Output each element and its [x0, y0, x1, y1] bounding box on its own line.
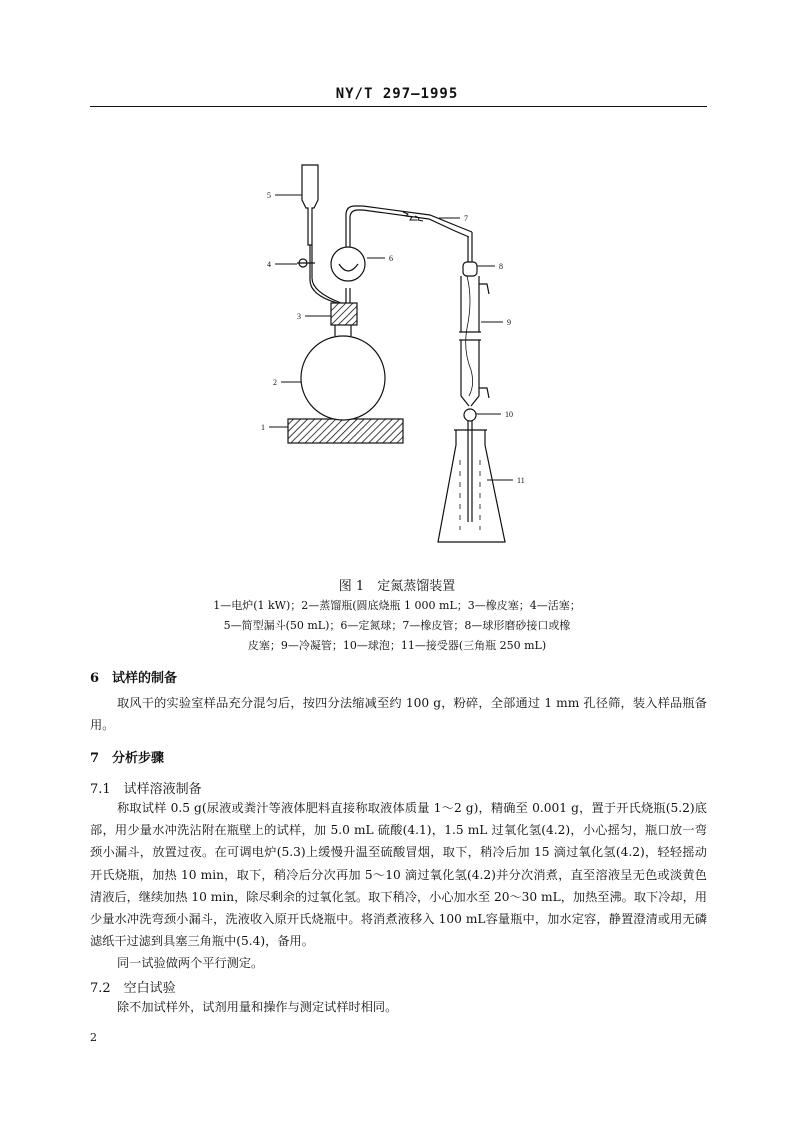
figure-label-11: 11 [517, 476, 525, 485]
header-rule [90, 106, 707, 107]
figure-label-6: 6 [389, 254, 393, 263]
section-heading: 6 试样的制备 [90, 671, 178, 686]
section-heading: 7 分析步骤 [90, 751, 165, 766]
figure-label-8: 8 [499, 262, 503, 271]
figure-label-4: 4 [267, 260, 271, 269]
paragraph: 取风干的实验室样品充分混匀后，按四分法缩减至约 100 g，粉碎，全部通过 1 mm 孔径筛，装入样品瓶备用。 [90, 696, 707, 733]
distillation-apparatus-figure [255, 160, 545, 550]
page-number: 2 [90, 1031, 97, 1044]
rubber-tube [363, 206, 472, 237]
subsection-heading: 7.1 试样溶液制备 [90, 782, 202, 797]
document-header: NY/T 297—1995 [335, 86, 459, 102]
rubber-stopper [331, 303, 357, 325]
figure-legend-line: 5—简型漏斗(50 mL)；6—定氮球；7—橡皮管；8—球形磨砂接口或橡 [223, 619, 571, 632]
figure-label-2: 2 [273, 378, 277, 387]
ball-bulb [464, 409, 476, 421]
paragraph: 同一试验做两个平行测定。 [117, 956, 264, 970]
figure-label-7: 7 [464, 214, 468, 223]
figure-legend-line: 1—电炉(1 kW)；2—蒸馏瓶(圆底烧瓶 1 000 mL；3—橡皮塞；4—活塞； [213, 599, 581, 612]
distillation-flask [301, 336, 385, 420]
paragraph: 除不加试样外，试剂用量和操作与测定试样时相同。 [117, 1000, 398, 1014]
figure-label-1: 1 [261, 423, 265, 432]
electric-furnace [288, 419, 403, 443]
figure-caption: 图 1 定氮蒸馏装置 [338, 579, 456, 594]
cylindrical-funnel [302, 165, 318, 245]
kjeldahl-bulb [331, 247, 365, 281]
paragraph: 称取试样 0.5 g(尿液或粪汁等液体肥料直接称取液体质量 1～2 g)，精确至 0.001 g，置于开氏烧瓶(5.2)底部，用少量水冲洗沾附在瓶壁上的试样，加 5.0 mL 硫酸(4.1)，1.5 mL 过氧化氢(4.2)，小心摇匀，瓶口放一弯颈小漏斗，放置过夜。在可调电炉(5.3)上缓慢升温至硫酸冒烟，取下，稍冷后加 15 滴过氧化氢(4.2)，轻轻摇动开氏烧瓶，加热 10 min，取下，稍冷后分次再加 5～10 滴过氧化氢(4.2)并分次消煮，直至溶液呈无色或淡黄色清液后，继续加热 10 min，除尽剩余的过氧化氢。取下稍冷，小心加水至 20～30 mL，加热至沸。取下冷却，用少量水冲洗弯颈小漏斗，洗液收入原开氏烧瓶中。将消煮液移入 100 mL容量瓶中，加水定容，静置澄清或用无磷滤纸干过滤到具塞三角瓶中(5.4)，备用。 [90, 801, 707, 949]
figure-label-9: 9 [507, 318, 511, 327]
figure-label-3: 3 [297, 312, 301, 321]
figure-label-5: 5 [267, 191, 271, 200]
figure-label-10: 10 [505, 410, 513, 419]
figure-legend-line: 皮塞；9—冷凝管；10—球泡；11—接受器(三角瓶 250 mL) [247, 639, 547, 652]
subsection-heading: 7.2 空白试验 [90, 981, 176, 996]
ball-joint [463, 262, 477, 276]
